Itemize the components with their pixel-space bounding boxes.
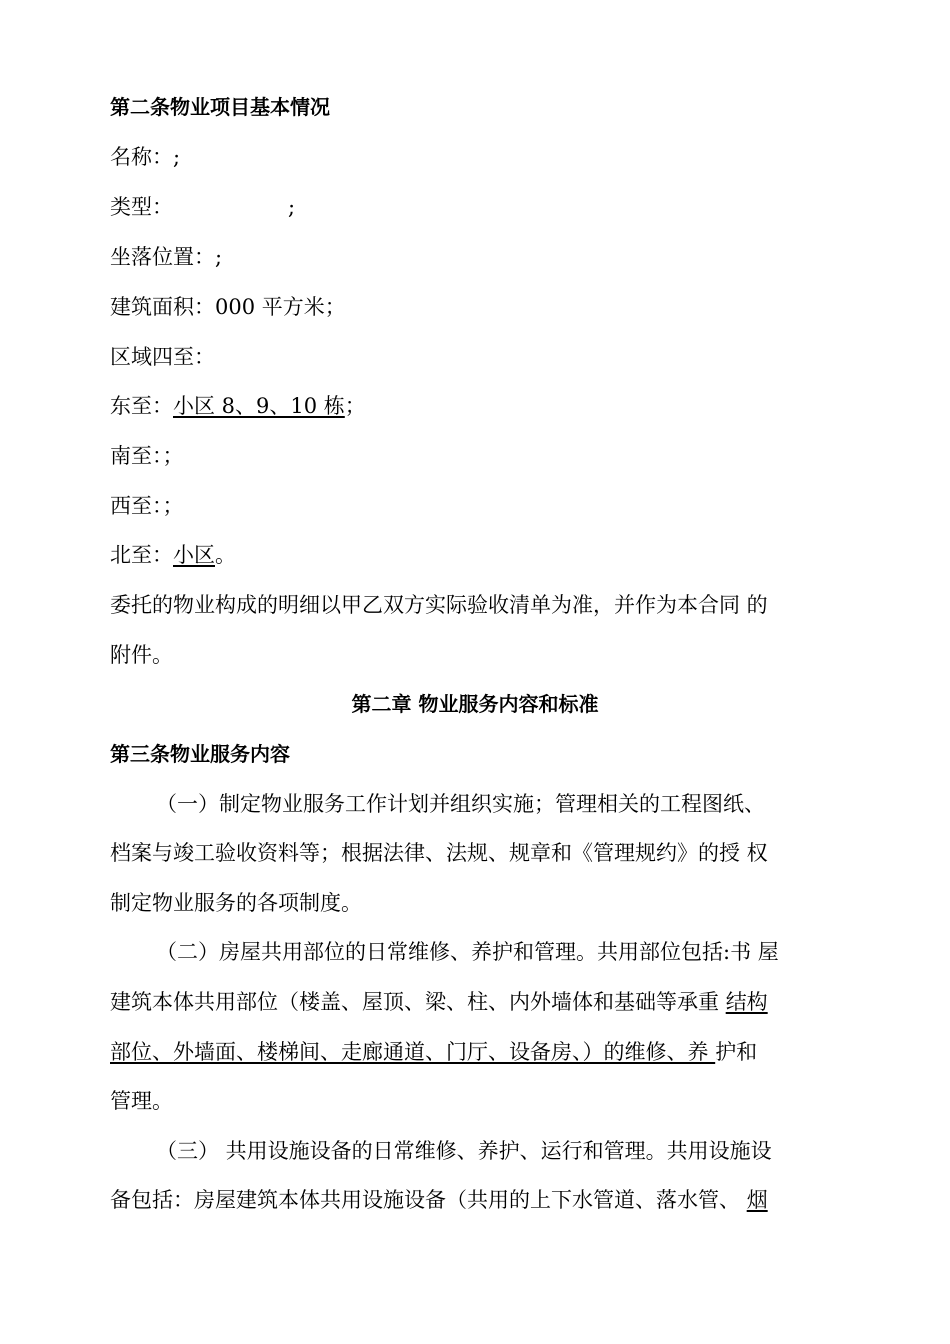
project-name-line: 名称：; — [110, 145, 181, 169]
item2-line-3-text: 护和 — [715, 1040, 758, 1064]
type-label: 类型： — [110, 195, 173, 219]
east-value: 小区 8、9、10 栋 — [173, 394, 345, 418]
north-line — [110, 540, 855, 570]
note-line-2: 附件。 — [110, 643, 173, 667]
item2-line-3-underlined: 部位、外墙面、楼梯间、走廊通道、门厅、设备房、）的维修、养 — [110, 1040, 716, 1064]
note-line-1: 委托的物业构成的明细以甲乙双方实际验收清单为准，并作为本合同 的 — [110, 593, 768, 617]
item1-line-3: 制定物业服务的各项制度。 — [110, 891, 362, 915]
article3-title: 第三条物业服务内容 — [110, 742, 290, 766]
area-unit: 平方米； — [261, 295, 346, 319]
location-line: 坐落位置：; — [110, 245, 223, 269]
item3-line-2 — [110, 1185, 855, 1215]
east-end: ； — [344, 394, 366, 418]
item2-line-2-underlined: 结构 — [725, 990, 768, 1014]
south-line: 南至：； — [110, 444, 184, 468]
west-line: 西至：； — [110, 494, 184, 518]
north-label: 北至： — [110, 543, 173, 567]
east-line — [110, 391, 855, 421]
item3-line-2-text: 备包括：房屋建筑本体共用设施设备（共用的上下水管道、落水管、 — [110, 1188, 747, 1212]
project-type-line — [110, 192, 855, 222]
item2-line-1: （二）房屋共用部位的日常维修、养护和管理。共用部位包括:书 屋 — [156, 940, 779, 964]
north-end: 。 — [215, 543, 236, 567]
item3-line-1: （三） 共用设施设备的日常维修、养护、运行和管理。共用设施设 — [156, 1139, 772, 1163]
item2-line-2 — [110, 987, 855, 1017]
area-line — [110, 292, 855, 322]
item3-line-2-underlined: 烟 — [746, 1188, 768, 1212]
boundaries-label: 区域四至： — [110, 345, 215, 369]
item1-line-2: 档案与竣工验收资料等；根据法律、法规、规章和《管理规约》的授 权 — [110, 841, 768, 865]
area-prefix: 建筑面积： — [110, 295, 215, 319]
article2-title: 第二条物业项目基本情况 — [110, 95, 330, 119]
area-value: 000 — [215, 295, 256, 319]
chapter2-title: 第二章 物业服务内容和标准 — [351, 692, 599, 716]
item2-line-3 — [110, 1037, 855, 1067]
item2-line-2-text: 建筑本体共用部位（楼盖、屋顶、梁、柱、内外墙体和基础等承重 — [110, 990, 726, 1014]
east-label: 东至： — [110, 394, 173, 418]
item1-line-1: （一）制定物业服务工作计划并组织实施；管理相关的工程图纸、 — [156, 792, 765, 816]
north-value: 小区 — [173, 543, 215, 567]
type-end: ; — [288, 195, 296, 219]
item2-line-4: 管理。 — [110, 1089, 173, 1113]
